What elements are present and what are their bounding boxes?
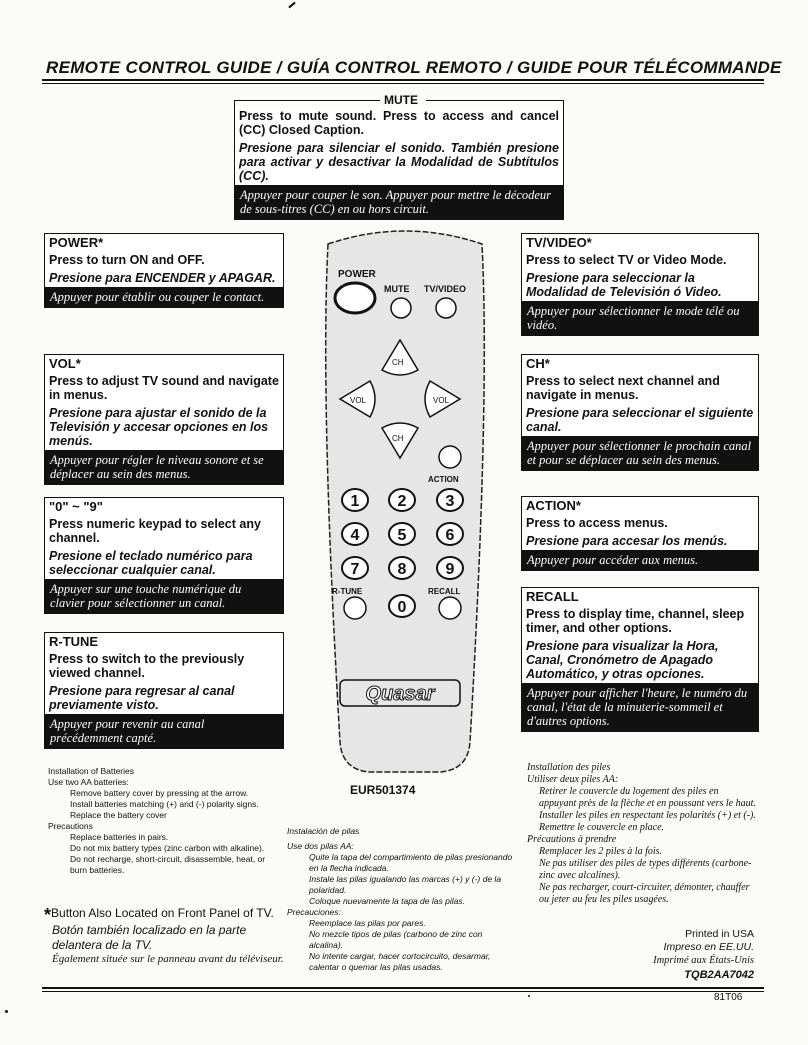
ch-callout — [521, 354, 759, 471]
title-rule — [42, 79, 764, 81]
recall-fr: Appuyer pour afficher l'heure, le numéro du canal, l'état de la minuterie-sommeil et d'autres options. — [522, 683, 758, 731]
batteries-en — [48, 766, 280, 876]
numpad-heading: "0" ~ "9" — [49, 499, 103, 514]
vol-es: Presione para ajustar el sonido de la Televisión y accesar opciones en los menús. — [49, 406, 269, 448]
remote-vol-up-label: VOL — [433, 396, 450, 405]
batteries-fr-step: Retirer le couvercle du logement des piles en appuyant près de la flèche et en poussant vers le haut. — [539, 786, 756, 809]
remote-power-button — [335, 283, 375, 313]
numpad-es: Presione el teclado numérico para seleccionar cualquier canal. — [49, 549, 253, 577]
title-rule-thin — [42, 83, 764, 84]
vol-heading: VOL* — [49, 356, 81, 371]
batteries-fr-prec: Ne pas recharger, court-circuiter, démonter, chauffer ou jeter au feu les piles usagées. — [539, 882, 750, 905]
vol-callout — [44, 354, 284, 485]
numpad-en: Press numeric keypad to select any channel. — [49, 517, 261, 545]
action-es: Presione para accesar los menús. — [526, 534, 728, 548]
batteries-fr — [527, 762, 757, 906]
remote-brand-logo: Quasar — [365, 683, 435, 705]
tvvideo-es: Presione para seleccionar la Modalidad de Televisión ó Video. — [526, 271, 722, 299]
batteries-en-prec-title: Precautions — [48, 821, 93, 831]
ch-es: Presione para seleccionar el siguiente canal. — [526, 406, 754, 434]
tvvideo-en: Press to select TV or Video Mode. — [526, 253, 727, 267]
stray-dot — [528, 995, 530, 997]
printed-fr: Imprimé aux États-Unis — [653, 955, 754, 966]
mute-es: Presione para silenciar el sonido. También presione para activar y desactivar la Modalidad de Subtítulos (CC). — [239, 141, 559, 183]
remote-recall-button — [439, 597, 461, 619]
remote-illustration — [300, 222, 510, 782]
rtune-heading: R-TUNE — [49, 634, 99, 649]
asterisk: * — [44, 905, 52, 925]
batteries-en-prec: Do not recharge, short-circuit, disassemble, heat, or burn batteries. — [70, 854, 266, 875]
printed-en: Printed in USA — [685, 928, 754, 940]
remote-key-label: 9 — [445, 561, 455, 578]
batteries-fr-prec: Remplacer les 2 piles à la fois. — [539, 846, 663, 857]
mute-callout — [234, 95, 564, 220]
remote-key-label: 3 — [445, 493, 455, 510]
batteries-es-use: Use dos pilas AA: — [287, 841, 354, 851]
remote-key-label: 7 — [350, 561, 360, 578]
vol-en: Press to adjust TV sound and navigate in menus. — [49, 374, 279, 402]
stray-dot — [5, 1010, 8, 1013]
recall-es: Presione para visualizar la Hora, Canal, Cronómetro de Apagado Automático, y otras opciones. — [526, 639, 719, 681]
remote-key-label: 4 — [350, 527, 360, 544]
remote-rtune-button — [344, 597, 366, 619]
rtune-fr: Appuyer pour revenir au canal précédemment capté. — [45, 714, 283, 748]
batteries-en-step: Install batteries matching (+) and (-) polarity signs. — [70, 799, 259, 809]
batteries-fr-use: Utiliser deux piles AA: — [527, 774, 619, 785]
mute-heading: MUTE — [384, 93, 418, 107]
footnote — [44, 906, 284, 966]
numpad-fr: Appuyer sur une touche numérique du clavier pour sélectionner un canal. — [45, 579, 283, 613]
batteries-es-step: Quite la tapa del compartimiento de pilas presionando en la flecha indicada. — [309, 852, 513, 873]
remote-ch-up-label: CH — [392, 358, 404, 367]
power-es: Presione para ENCENDER y APAGAR. — [49, 271, 276, 285]
remote-action-button — [439, 446, 461, 468]
printed-info — [620, 928, 754, 983]
batteries-es — [287, 826, 517, 973]
remote-rtune-label: R-TUNE — [332, 587, 363, 596]
remote-ch-down-label: CH — [392, 434, 404, 443]
batteries-es-title: Instalación de pilas — [287, 826, 360, 836]
bottom-rule-thin — [42, 991, 764, 992]
remote-mute-button — [391, 298, 411, 318]
remote-recall-label: RECALL — [428, 587, 461, 596]
batteries-es-step: Instale las pilas igualando las marcas (+) y (-) de la polaridad. — [309, 874, 502, 895]
tvvideo-fr: Appuyer pour sélectionner le mode télé ou vidéo. — [522, 301, 758, 335]
remote-key-label: 0 — [397, 599, 407, 616]
batteries-es-prec: Reemplace las pilas por pares. — [309, 918, 426, 928]
batteries-fr-prec-title: Précautions à prendre — [527, 834, 617, 845]
rtune-callout — [44, 632, 284, 749]
action-fr: Appuyer pour accéder aux menus. — [522, 550, 758, 570]
vol-fr: Appuyer pour régler le niveau sonore et se déplacer au sein des menus. — [45, 450, 283, 484]
action-en: Press to access menus. — [526, 516, 668, 530]
action-callout — [521, 496, 759, 571]
recall-callout — [521, 587, 759, 732]
power-fr: Appuyer pour établir ou couper le contact. — [45, 287, 283, 307]
remote-key-label: 6 — [445, 527, 455, 544]
footnote-en: Button Also Located on Front Panel of TV. — [51, 906, 274, 920]
printed-code: TQB2AA7042 — [684, 969, 754, 981]
remote-mute-label: MUTE — [384, 284, 410, 294]
footnote-es: Botón también localizado en la parte delantera de la TV. — [52, 923, 247, 952]
remote-key-label: 2 — [397, 493, 407, 510]
remote-action-label: ACTION — [428, 475, 459, 484]
batteries-en-prec: Replace batteries in pairs. — [70, 832, 169, 842]
footnote-fr: Également située sur le panneau avant du téléviseur. — [52, 953, 284, 965]
date-code: 81T06 — [714, 992, 743, 1003]
batteries-en-title: Installation of Batteries — [48, 766, 134, 776]
recall-heading: RECALL — [526, 589, 579, 604]
batteries-en-step: Replace the battery cover — [70, 810, 167, 820]
mute-en: Press to mute sound. Press to access and cancel (CC) Closed Caption. — [239, 109, 559, 137]
tvvideo-callout — [521, 233, 759, 336]
batteries-es-step: Coloque nuevamente la tapa de las pilas. — [309, 896, 465, 906]
power-en: Press to turn ON and OFF. — [49, 253, 205, 267]
printed-es: Impreso en EE.UU. — [663, 941, 754, 953]
remote-power-label: POWER — [338, 269, 376, 280]
bottom-rule — [42, 987, 764, 989]
remote-tvvideo-button — [436, 298, 456, 318]
power-heading: POWER* — [49, 235, 104, 250]
action-heading: ACTION* — [526, 498, 581, 513]
remote-key-label: 1 — [350, 493, 360, 510]
ch-fr: Appuyer pour sélectionner le prochain canal et pour se déplacer au sein des menus. — [522, 436, 758, 470]
tvvideo-heading: TV/VIDEO* — [526, 235, 592, 250]
ch-heading: CH* — [526, 356, 550, 371]
batteries-fr-step: Installer les piles en respectant les polarités (+) et (-). — [539, 810, 756, 821]
remote-model-number: EUR501374 — [350, 783, 416, 797]
remote-key-label: 5 — [397, 527, 407, 544]
remote-key-label: 8 — [397, 561, 407, 578]
numpad-callout — [44, 497, 284, 614]
batteries-fr-step: Remettre le couvercle en place. — [539, 822, 665, 833]
batteries-es-prec: No mezcle tipos de pilas (carbono de zinc con alcalina). — [309, 929, 483, 950]
stray-mark — [288, 2, 295, 9]
batteries-fr-prec: Ne pas utiliser des piles de types différents (carbone-zinc avec alcalines). — [539, 858, 752, 881]
batteries-fr-title: Installation des piles — [527, 762, 611, 773]
batteries-en-step: Remove battery cover by pressing at the arrow. — [70, 788, 249, 798]
batteries-en-prec: Do not mix battery types (zinc carbon with alkaline). — [70, 843, 265, 853]
batteries-es-prec-title: Precauciones: — [287, 907, 341, 917]
ch-en: Press to select next channel and navigate in menus. — [526, 374, 720, 402]
page-title: REMOTE CONTROL GUIDE / GUÍA CONTROL REMOTO / GUIDE POUR TÉLÉCOMMANDE — [46, 58, 782, 77]
remote-tvvideo-label: TV/VIDEO — [424, 284, 467, 294]
rtune-en: Press to switch to the previously viewed channel. — [49, 652, 245, 680]
mute-fr: Appuyer pour couper le son. Appuyer pour mettre le décodeur de sous-titres (CC) en ou hors circuit. — [235, 185, 563, 219]
power-callout — [44, 233, 284, 308]
rtune-es: Presione para regresar al canal previamente visto. — [49, 684, 235, 712]
recall-en: Press to display time, channel, sleep timer, and other options. — [526, 607, 745, 635]
remote-vol-down-label: VOL — [350, 396, 367, 405]
batteries-en-use: Use two AA batteries: — [48, 777, 129, 787]
batteries-es-prec: No intente cargar, hacer cortocircuito, desarmar, calentar o quemar las pilas usadas. — [309, 951, 491, 972]
